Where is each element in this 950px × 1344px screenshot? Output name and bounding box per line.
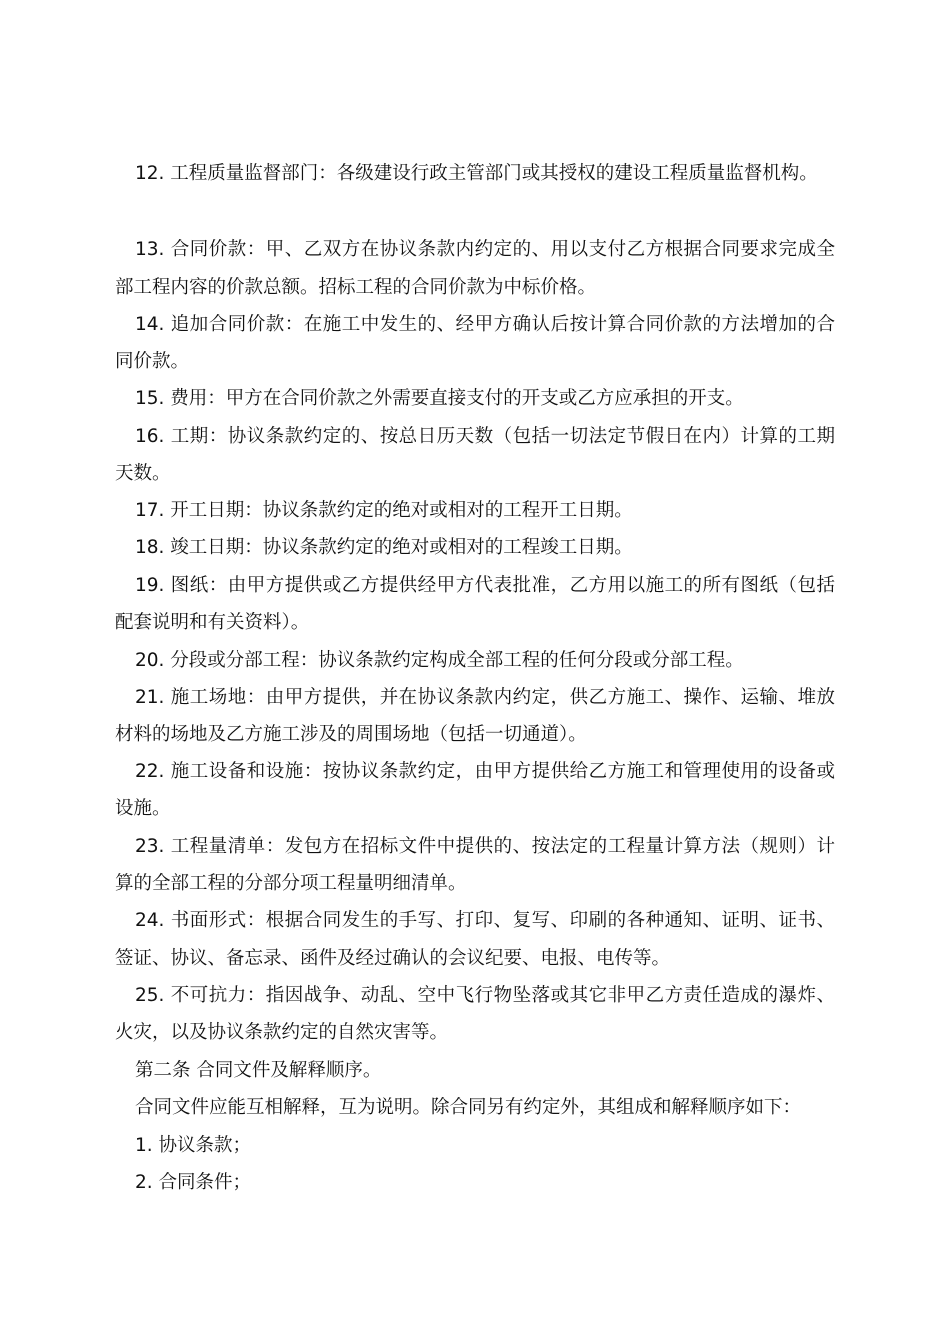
definition-12: 12. 工程质量监督部门：各级建设行政主管部门或其授权的建设工程质量监督机构。 <box>135 163 818 184</box>
definition-25-cont: 火灾，以及协议条款约定的自然灾害等。 <box>115 1022 449 1043</box>
definition-16-cont: 天数。 <box>115 463 171 484</box>
definition-18: 18. 竣工日期：协议条款约定的绝对或相对的工程竣工日期。 <box>135 537 633 558</box>
definition-21: 21. 施工场地：由甲方提供，并在协议条款内约定，供乙方施工、操作、运输、堆放 <box>135 687 835 708</box>
definition-17: 17. 开工日期：协议条款约定的绝对或相对的工程开工日期。 <box>135 500 633 521</box>
article-2-intro: 合同文件应能互相解释，互为说明。除合同另有约定外，其组成和解释顺序如下： <box>135 1097 802 1118</box>
definition-16: 16. 工期：协议条款约定的、按总日历天数（包括一切法定节假日在内）计算的工期 <box>135 426 835 447</box>
definition-23: 23. 工程量清单：发包方在招标文件中提供的、按法定的工程量计算方法（规则）计 <box>135 836 835 857</box>
definition-22-cont: 设施。 <box>115 798 171 819</box>
definition-21-cont: 材料的场地及乙方施工涉及的周围场地（包括一切通道）。 <box>115 724 587 745</box>
definition-20: 20. 分段或分部工程：协议条款约定构成全部工程的任何分段或分部工程。 <box>135 650 744 671</box>
definition-24: 24. 书面形式：根据合同发生的手写、打印、复写、印刷的各种通知、证明、证书、 <box>135 910 835 931</box>
definition-23-cont: 算的全部工程的分部分项工程量明细清单。 <box>115 873 467 894</box>
definition-22: 22. 施工设备和设施：按协议条款约定，由甲方提供给乙方施工和管理使用的设备或 <box>135 761 835 782</box>
definition-24-cont: 签证、协议、备忘录、函件及经过确认的会议纪要、电报、电传等。 <box>115 948 671 969</box>
definition-25: 25. 不可抗力：指因战争、动乱、空中飞行物坠落或其它非甲乙方责任造成的瀑炸、 <box>135 985 835 1006</box>
article-2-heading: 第二条 合同文件及解释顺序。 <box>135 1060 382 1081</box>
definition-14-cont: 同价款。 <box>115 351 190 372</box>
list-item-2: 2. 合同条件； <box>135 1172 252 1193</box>
definition-19: 19. 图纸：由甲方提供或乙方提供经甲方代表批准，乙方用以施工的所有图纸（包括 <box>135 575 835 596</box>
definition-19-cont: 配套说明和有关资料）。 <box>115 612 310 633</box>
definition-15: 15. 费用：甲方在合同价款之外需要直接支付的开支或乙方应承担的开支。 <box>135 388 744 409</box>
definition-13-cont: 部工程内容的价款总额。招标工程的合同价款为中标价格。 <box>115 277 597 298</box>
definition-13: 13. 合同价款：甲、乙双方在协议条款内约定的、用以支付乙方根据合同要求完成全 <box>135 239 835 260</box>
definition-14: 14. 追加合同价款：在施工中发生的、经甲方确认后按计算合同价款的方法增加的合 <box>135 314 835 335</box>
list-item-1: 1. 协议条款； <box>135 1135 252 1156</box>
